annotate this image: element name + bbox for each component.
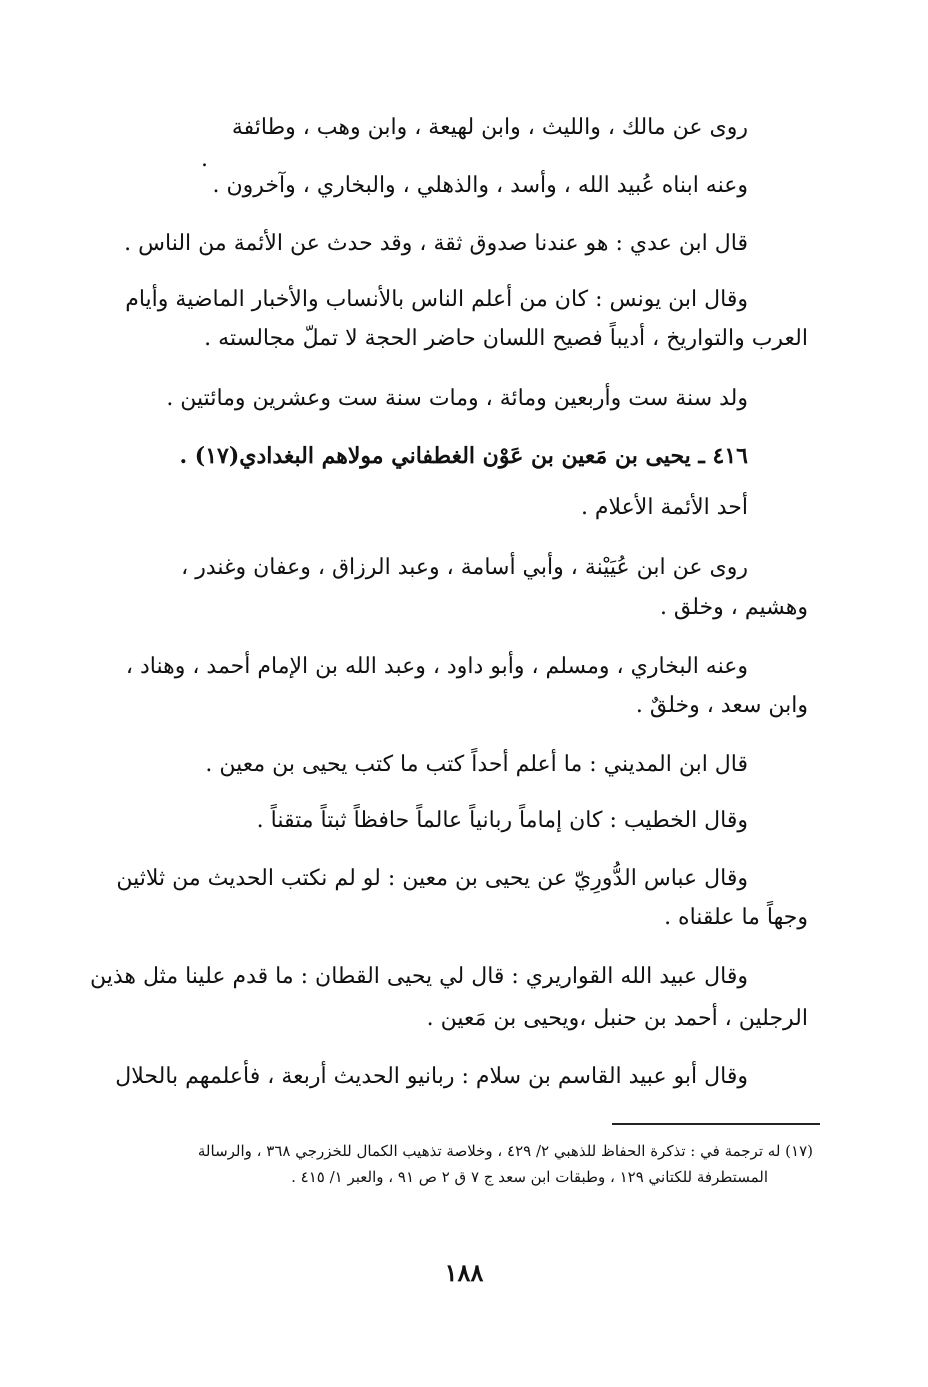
text-line: الرجلين ، أحمد بن حنبل ،ويحيى بن مَعين .: [426, 1006, 808, 1031]
footnote-separator: [612, 1123, 820, 1125]
text-line: وعنه ابناه عُبيد الله ، وأسد ، والذهلي ، والبخاري ، وآخرون .: [212, 173, 748, 198]
text-line: وابن سعد ، وخلقٌ .: [635, 693, 808, 718]
text-line: روى عن مالك ، والليث ، وابن لهيعة ، وابن وهب ، وطائفة: [231, 115, 748, 140]
text-line: قال ابن المديني : ما أعلم أحداً كتب ما كتب يحيى بن معين .: [205, 752, 748, 777]
text-line: .: [201, 147, 208, 172]
text-line: وقال أبو عبيد القاسم بن سلام : ربانيو الحديث أربعة ، فأعلمهم بالحلال: [115, 1064, 748, 1089]
text-line: ولد سنة ست وأربعين ومائة ، ومات سنة ست وعشرين ومائتين .: [166, 386, 748, 411]
page-number: ١٨٨: [444, 1258, 484, 1287]
text-line: وقال عباس الدُّورِيّ عن يحيى بن معين : لو لم نكتب الحديث من ثلاثين: [116, 866, 748, 891]
text-line: وقال عبيد الله القواريري : قال لي يحيى القطان : ما قدم علينا مثل هذين: [90, 964, 748, 989]
entry-heading: ٤١٦ ـ يحيى بن مَعين بن عَوْن الغطفاني مولاهم البغدادي(١٧) .: [179, 443, 748, 469]
text-line: أحد الأئمة الأعلام .: [580, 495, 748, 520]
text-line: روى عن ابن عُيَيْنة ، وأبي أسامة ، وعبد الرزاق ، وعفان وغندر ،: [181, 555, 748, 580]
footnote-line: المستطرفة للكتاني ١٢٩ ، وطبقات ابن سعد ج ٧ ق ٢ ص ٩١ ، والعبر ١/ ٤١٥ .: [291, 1168, 768, 1186]
text-line: قال ابن عدي : هو عندنا صدوق ثقة ، وقد حدث عن الأئمة من الناس .: [124, 231, 748, 256]
text-line: العرب والتواريخ ، أديباً فصيح اللسان حاضر الحجة لا تملّ مجالسته .: [204, 326, 808, 351]
footnote-line: (١٧) له ترجمة في : تذكرة الحفاظ للذهبي ٢/ ٤٢٩ ، وخلاصة تذهيب الكمال للخزرجي ٣٦٨ ، والرسالة: [197, 1142, 813, 1160]
text-line: وعنه البخاري ، ومسلم ، وأبو داود ، وعبد الله بن الإمام أحمد ، وهناد ،: [125, 654, 748, 679]
text-line: وهشيم ، وخلق .: [659, 595, 808, 620]
text-line: وقال الخطيب : كان إماماً ربانياً عالماً حافظاً ثبتاً متقناً .: [256, 808, 748, 833]
text-line: وجهاً ما علقناه .: [664, 905, 808, 930]
text-line: وقال ابن يونس : كان من أعلم الناس بالأنساب والأخبار الماضية وأيام: [125, 287, 748, 312]
